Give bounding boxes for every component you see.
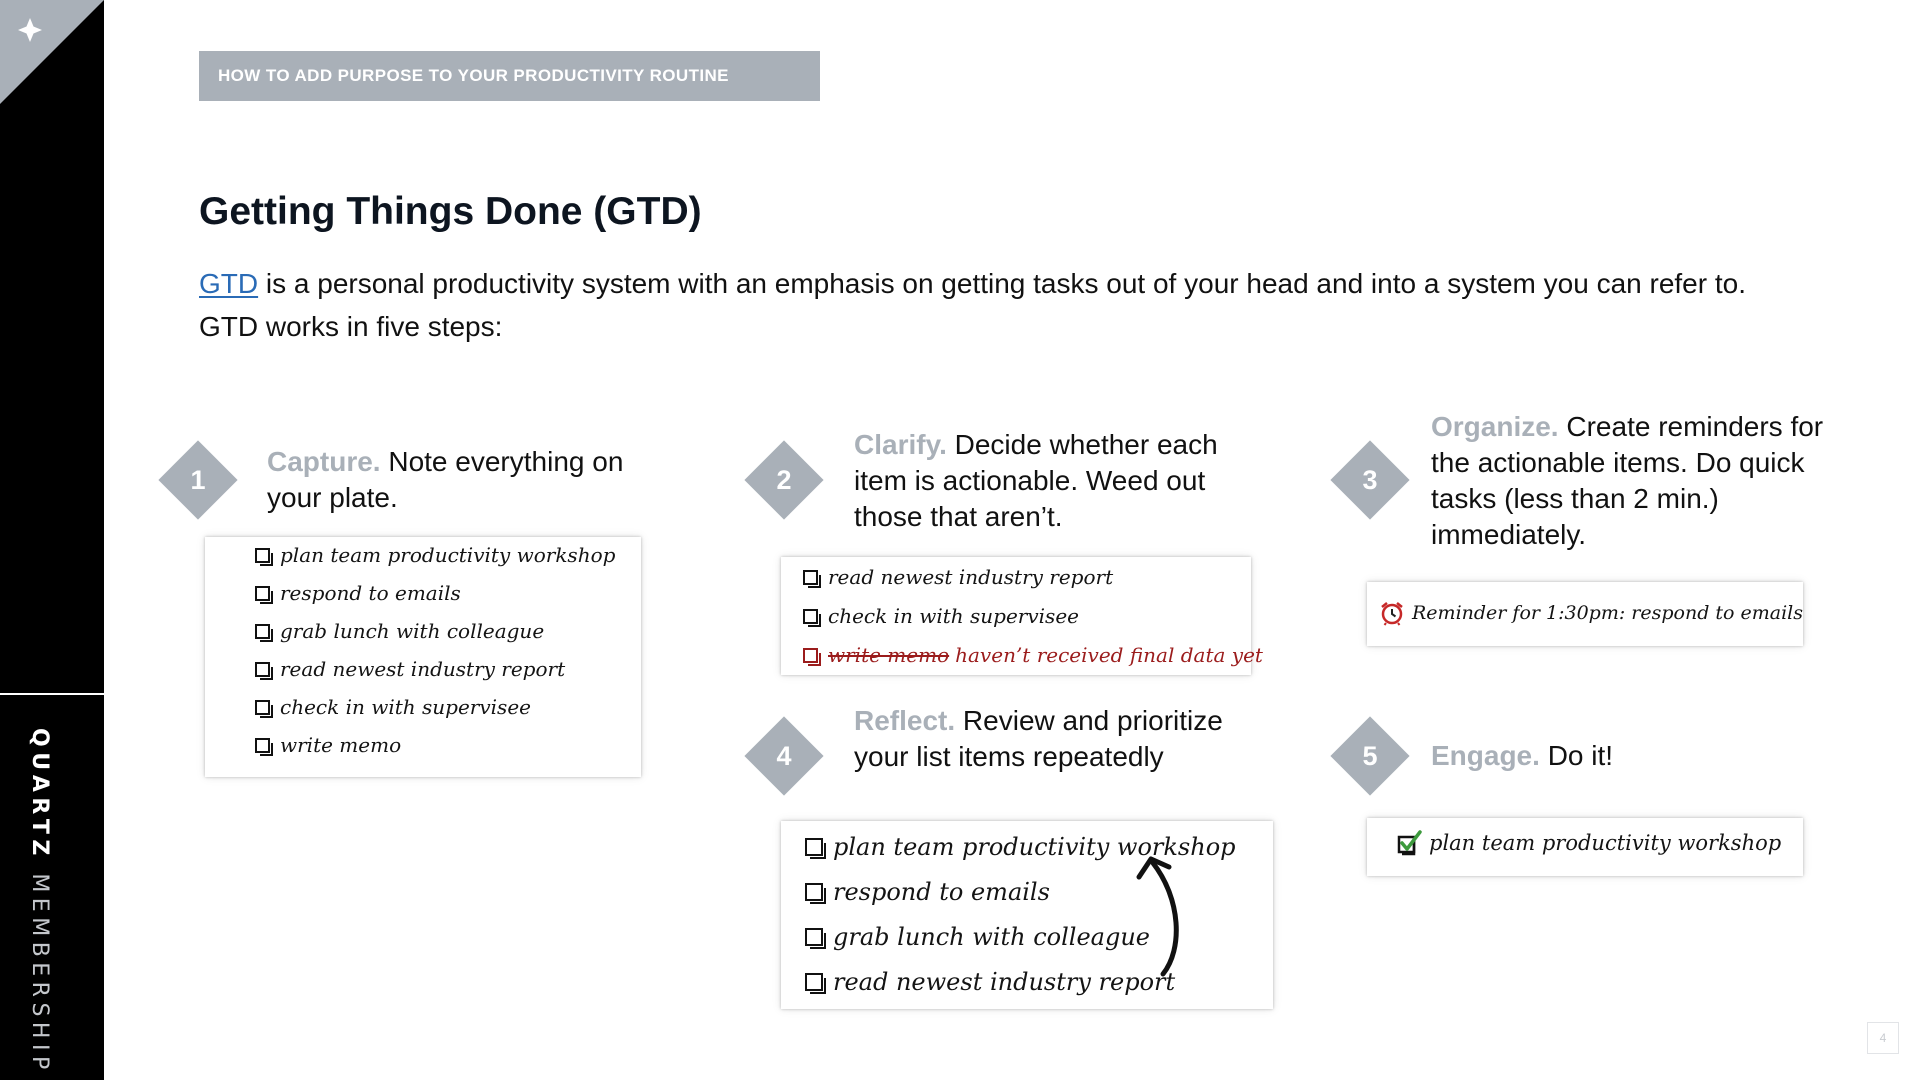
step-description [854, 427, 1264, 535]
step-body: Decide whether each item is actionable. Weed out those that aren’t. [854, 429, 1218, 532]
step-number: 5 [1362, 741, 1378, 771]
step-keyword: Capture. [267, 446, 381, 477]
step-organize [1330, 411, 1850, 570]
checkbox-icon [805, 838, 823, 856]
list-item: respond to emails [805, 878, 1050, 906]
step-reflect [744, 705, 1264, 816]
checkbox-icon [255, 548, 270, 563]
struck-checkbox-icon [803, 648, 818, 663]
page-number: 4 [1867, 1022, 1899, 1054]
checkbox-icon [255, 738, 270, 753]
checked-box-icon [1397, 830, 1423, 856]
list-item: plan team productivity workshop [255, 543, 615, 567]
gtd-link[interactable]: GTD [199, 268, 259, 299]
step-clarify [744, 429, 1264, 570]
brand-secondary: MEMBERSHIP [27, 873, 52, 1075]
clarify-note [781, 557, 1263, 675]
list-item: read newest industry report [805, 968, 1175, 996]
step-number: 2 [776, 465, 792, 495]
alarm-clock-icon [1379, 600, 1405, 626]
step-body: Do it! [1539, 740, 1614, 771]
step-keyword: Clarify. [854, 429, 947, 460]
step-description [267, 444, 647, 516]
step-body: Create reminders for the actionable items. Do quick tasks (less than 2 min.) immediately. [1431, 411, 1824, 550]
checkbox-icon [805, 928, 823, 946]
list-item: Reminder for 1:30pm: respond to emails [1379, 600, 1803, 626]
step-body: Note everything on your plate. [267, 446, 624, 513]
checkbox-icon [255, 700, 270, 715]
intro-paragraph [199, 262, 1759, 348]
list-item: check in with supervisee [803, 604, 1079, 628]
curved-arrow-up-icon [1133, 849, 1203, 979]
intro-text: is a personal productivity system with an emphasis on getting tasks out of your head and into a system you can refer to. GTD works in five steps: [199, 268, 1746, 342]
list-item: check in with supervisee [255, 695, 531, 719]
brand-sidebar [0, 0, 104, 1080]
reflect-note [781, 821, 1273, 1009]
step-engage [1330, 716, 1850, 816]
checkbox-icon [803, 609, 818, 624]
step-keyword: Organize. [1431, 411, 1559, 442]
list-item: plan team productivity workshop [805, 833, 1236, 861]
capture-note [205, 537, 641, 777]
list-item: grab lunch with colleague [805, 923, 1150, 951]
strike-comment: haven’t received final data yet [955, 643, 1263, 667]
step-number: 3 [1362, 465, 1378, 495]
step-description [1431, 409, 1856, 553]
list-item: respond to emails [255, 581, 461, 605]
section-banner: HOW TO ADD PURPOSE TO YOUR PRODUCTIVITY ROUTINE [199, 51, 820, 101]
list-item: read newest industry report [255, 657, 565, 681]
checkbox-icon [803, 570, 818, 585]
checkbox-icon [255, 624, 270, 639]
list-item: write memo [255, 733, 401, 757]
engage-note [1367, 818, 1803, 876]
checkbox-icon [255, 662, 270, 677]
checkbox-icon [805, 883, 823, 901]
organize-note [1367, 582, 1803, 646]
brand-primary: QUARTZ [27, 728, 52, 861]
step-keyword: Engage. [1431, 740, 1540, 771]
step-description [1431, 738, 1851, 774]
checkbox-icon [255, 586, 270, 601]
step-description [854, 703, 1274, 775]
step-keyword: Reflect. [854, 705, 956, 736]
sidebar-divider [0, 693, 104, 695]
step-number: 4 [776, 741, 792, 771]
list-item: read newest industry report [803, 565, 1113, 589]
step-body: Review and prioritize your list items repeatedly [854, 705, 1223, 772]
sparkle-icon [0, 0, 104, 104]
brand-wordmark [24, 728, 80, 1075]
step-number: 1 [190, 465, 206, 495]
page-title: Getting Things Done (GTD) [199, 190, 702, 233]
checkbox-icon [805, 973, 823, 991]
list-item: grab lunch with colleague [255, 619, 544, 643]
list-item-struck: write memo haven’t received final data yet [803, 643, 1263, 667]
list-item: plan team productivity workshop [1397, 830, 1781, 856]
